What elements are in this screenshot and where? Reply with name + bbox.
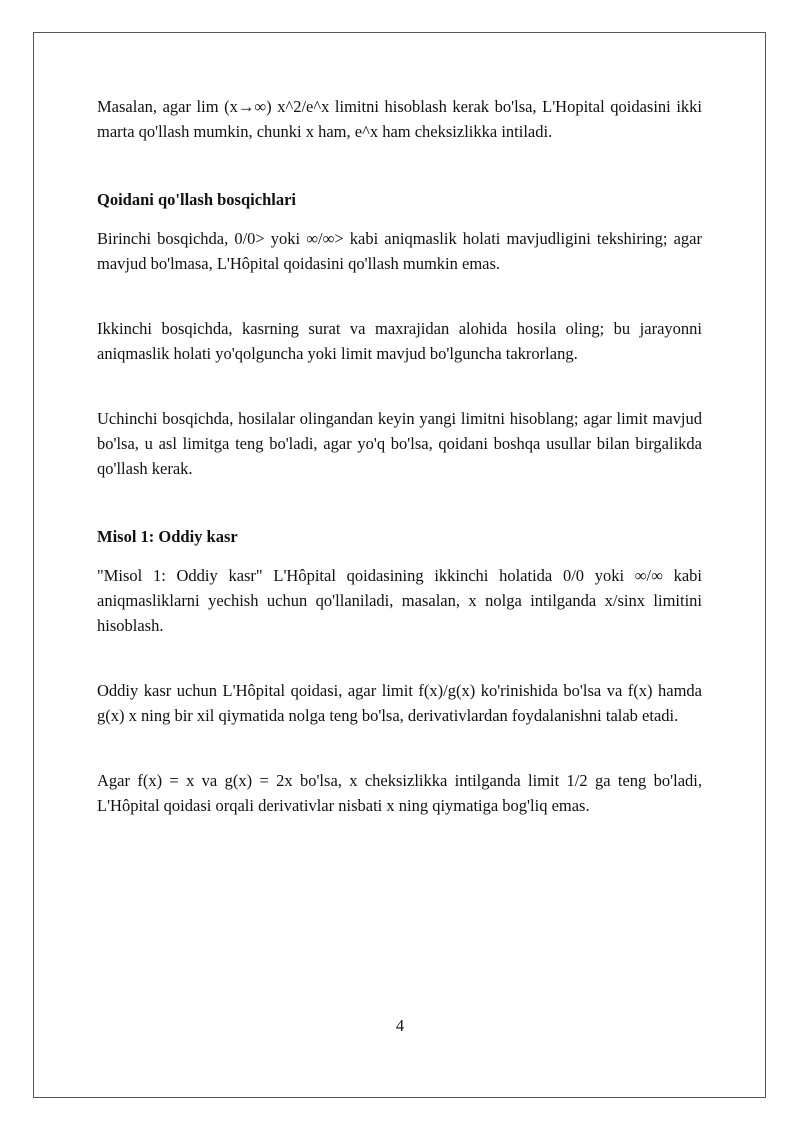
paragraph-example-result: Agar f(x) = x va g(x) = 2x bo'lsa, x cheksizlikka intilganda limit 1/2 ga teng bo'ladi, L'Hôpital qoidasi orqali derivativlar nisbati x ning qiymatiga bog'liq emas.: [97, 771, 702, 815]
paragraph-step-two: Ikkinchi bosqichda, kasrning surat va maxrajidan alohida hosila oling; bu jarayonni aniqmaslik holati yo'qolguncha yoki limit mavjud bo'lguncha takrorlang.: [97, 319, 702, 363]
paragraph-step-three: Uchinchi bosqichda, hosilalar olingandan keyin yangi limitni hisoblang; agar limit mavjud bo'lsa, u asl limitga teng bo'ladi, agar yo'q bo'lsa, qoidani boshqa usullar bilan birgalikda qo'llash kerak.: [97, 409, 702, 478]
paragraph-simple-fraction-rule: Oddiy kasr uchun L'Hôpital qoidasi, agar limit f(x)/g(x) ko'rinishida bo'lsa va f(x) hamda g(x) x ning bir xil qiymatida nolga teng bo'lsa, derivativlardan foydalanishni talab etadi.: [97, 681, 702, 725]
paragraph-step-one: Birinchi bosqichda, 0/0> yoki ∞/∞> kabi aniqmaslik holati mavjudligini tekshiring; agar mavjud bo'lmasa, L'Hôpital qoidasini qo'llash mumkin emas.: [97, 229, 702, 273]
paragraph-lhopital-example: Masalan, agar lim (x→∞) x^2/e^x limitni hisoblash kerak bo'lsa, L'Hopital qoidasini ikki marta qo'llash mumkin, chunki x ham, e^x ham cheksizlikka intiladi.: [97, 97, 702, 141]
page-content: [97, 94, 702, 818]
paragraph-example-intro: "Misol 1: Oddiy kasr" L'Hôpital qoidasining ikkinchi holatida 0/0 yoki ∞/∞ kabi aniqmasliklarni yechish uchun qo'llaniladi, masalan, x nolga intilganda x/sinx limitini hisoblash.: [97, 566, 702, 635]
heading-example-one: Misol 1: Oddiy kasr: [97, 527, 238, 546]
page-number: 4: [395, 1016, 405, 1035]
heading-steps: Qoidani qo'llash bosqichlari: [97, 190, 296, 209]
